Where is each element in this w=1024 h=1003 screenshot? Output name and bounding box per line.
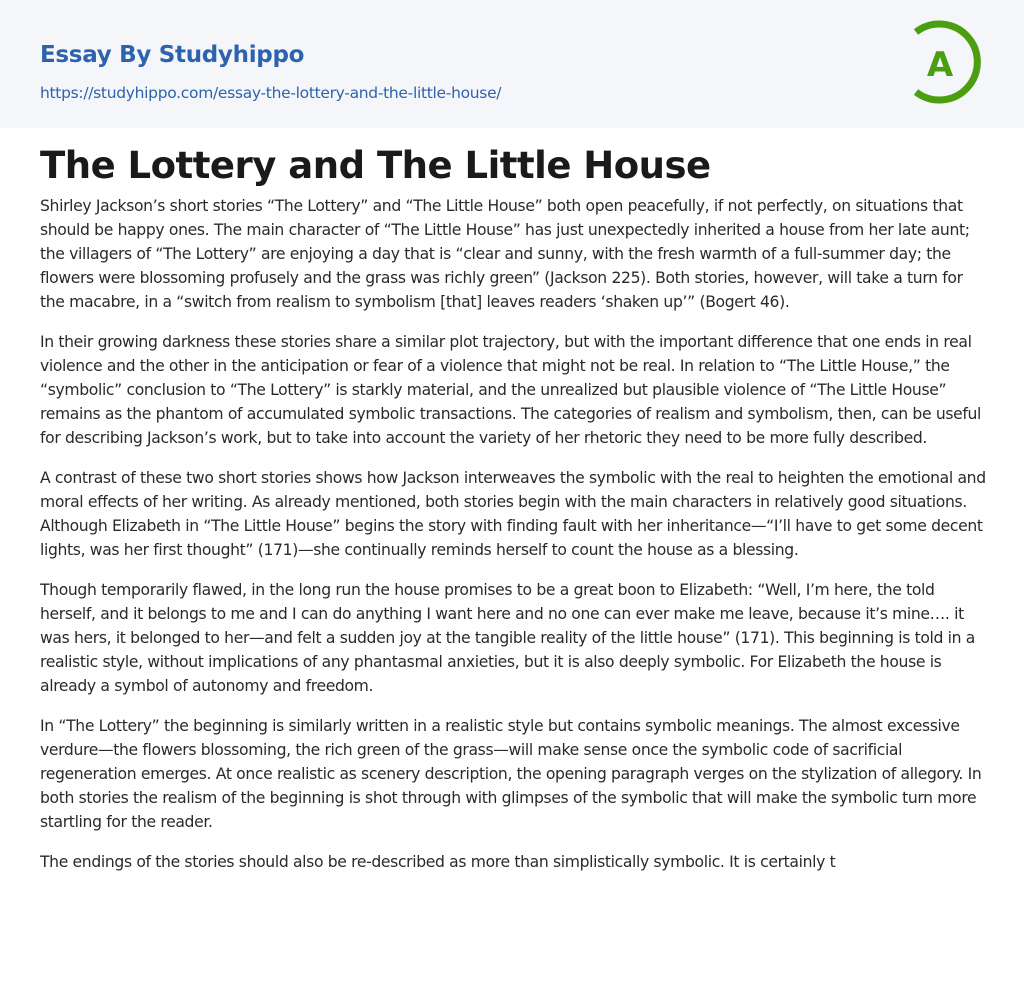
essay-url-link[interactable]: https://studyhippo.com/essay-the-lottery-and-the-little-house/	[40, 84, 502, 102]
essay-paragraph: Shirley Jackson’s short stories “The Lottery” and “The Little House” both open peacefully, if not perfectly, on situations that should be happy ones. The main character of “The Little House” has just unexpectedly inherited a house from her late aunt; the villagers of “The Lottery” are enjoying a day that is “clear and sunny, with the fresh warmth of a full-summer day; the flowers were blossoming profusely and the grass was richly green” (Jackson 225). Both stories, however, will take a turn for the macabre, in a “switch from realism to symbolism [that] leaves readers ‘shaken up’” (Bogert 46).	[40, 197, 970, 311]
essay-paragraph: In their growing darkness these stories share a similar plot trajectory, but with the important difference that one ends in real violence and the other in the anticipation or fear of a violence that might not be real. In relation to “The Little House,” the “symbolic” conclusion to “The Lottery” is starkly material, and the unrealized but plausible violence of “The Little House” remains as the phantom of accumulated symbolic transactions. The categories of realism and symbolism, then, can be useful for describing Jackson’s work, but to take into account the variety of her rhetoric they need to be more fully described.	[40, 333, 982, 447]
essay-paragraph: In “The Lottery” the beginning is similarly written in a realistic style but contains symbolic meanings. The almost excessive verdure—the flowers blossoming, the rich green of the grass—will make sense once the symbolic code of sacrificial regeneration emerges. At once realistic as scenery description, the opening paragraph verges on the stylization of allegory. In both stories the realism of the beginning is shot through with glimpses of the symbolic that will make the symbolic turn more startling for the reader.	[40, 717, 982, 831]
site-header	[0, 0, 1024, 128]
brand-title: Essay By Studyhippo	[40, 42, 305, 68]
essay-body	[40, 194, 988, 890]
logo-letter: A	[926, 45, 954, 85]
page-title: The Lottery and The Little House	[40, 144, 711, 187]
essay-paragraph: A contrast of these two short stories shows how Jackson interweaves the symbolic with the real to heighten the emotional and moral effects of her writing. As already mentioned, both stories begin with the main characters in relatively good situations. Although Elizabeth in “The Little House” begins the story with finding fault with her inheritance—“I’ll have to get some decent lights, was her first thought” (171)—she continually reminds herself to count the house as a blessing.	[40, 469, 986, 559]
essay-paragraph-truncated: The endings of the stories should also be re-described as more than simplistically symbolic. It is certainly t	[40, 853, 836, 871]
studyhippo-logo-icon[interactable]	[906, 18, 988, 106]
essay-paragraph: Though temporarily flawed, in the long run the house promises to be a great boon to Elizabeth: “Well, I’m here, the told herself, and it belongs to me and I can do anything I want here and no one can ever make me leave, because it’s mine…. it was hers, it belonged to her—and felt a sudden joy at the tangible reality of the little house” (171). This beginning is told in a realistic style, without implications of any phantasmal anxieties, but it is also deeply symbolic. For Elizabeth the house is already a symbol of autonomy and freedom.	[40, 581, 976, 695]
